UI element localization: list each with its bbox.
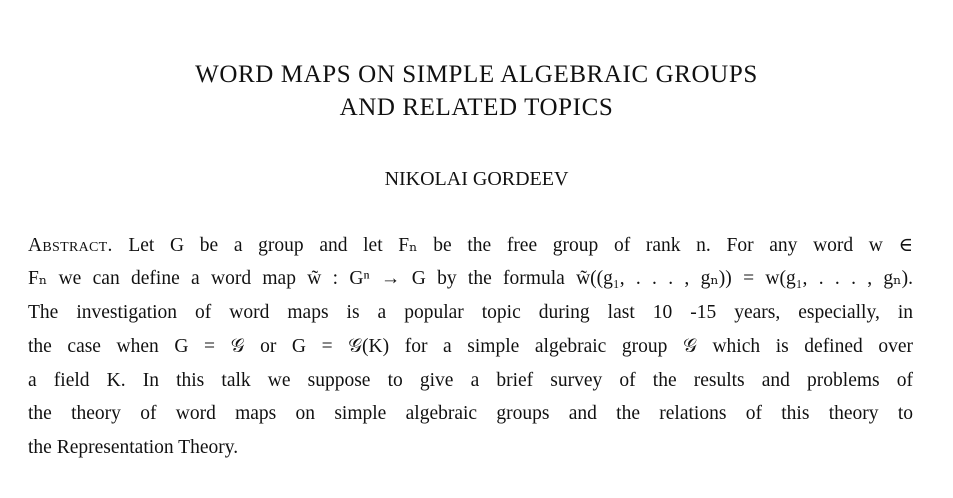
abstract-line-3: The investigation of word maps is a popular topic during last 10 -15 years, especially, in [28, 302, 913, 323]
abstract-line-1-text: Let G be a group and let Fₙ be the free group of rank n. For any word w ∈ [128, 235, 913, 256]
abstract-line-5: a field K. In this talk we suppose to give a brief survey of the results and problems of [28, 370, 913, 391]
abstract-line-7: the Representation Theory. [28, 437, 239, 458]
abstract-label: Abstract. [28, 235, 113, 256]
paper-title-line-2: AND RELATED TOPICS [339, 94, 614, 121]
abstract-line-2: Fₙ we can define a word map w̃ : Gⁿ → G by the formula w̃((g₁, . . . , gₙ)) = w(g₁, . . . , gₙ). [28, 268, 913, 289]
abstract-line-6: the theory of word maps on simple algebraic groups and the relations of this theory to [28, 403, 913, 424]
abstract-line-1 [28, 233, 913, 259]
abstract-line-4: the case when G = 𝒢 or G = 𝒢(K) for a simple algebraic group 𝒢 which is defined over [28, 336, 913, 357]
author-name: NIKOLAI GORDEEV [384, 168, 569, 190]
paper-title-line-1: WORD MAPS ON SIMPLE ALGEBRAIC GROUPS [195, 61, 758, 88]
